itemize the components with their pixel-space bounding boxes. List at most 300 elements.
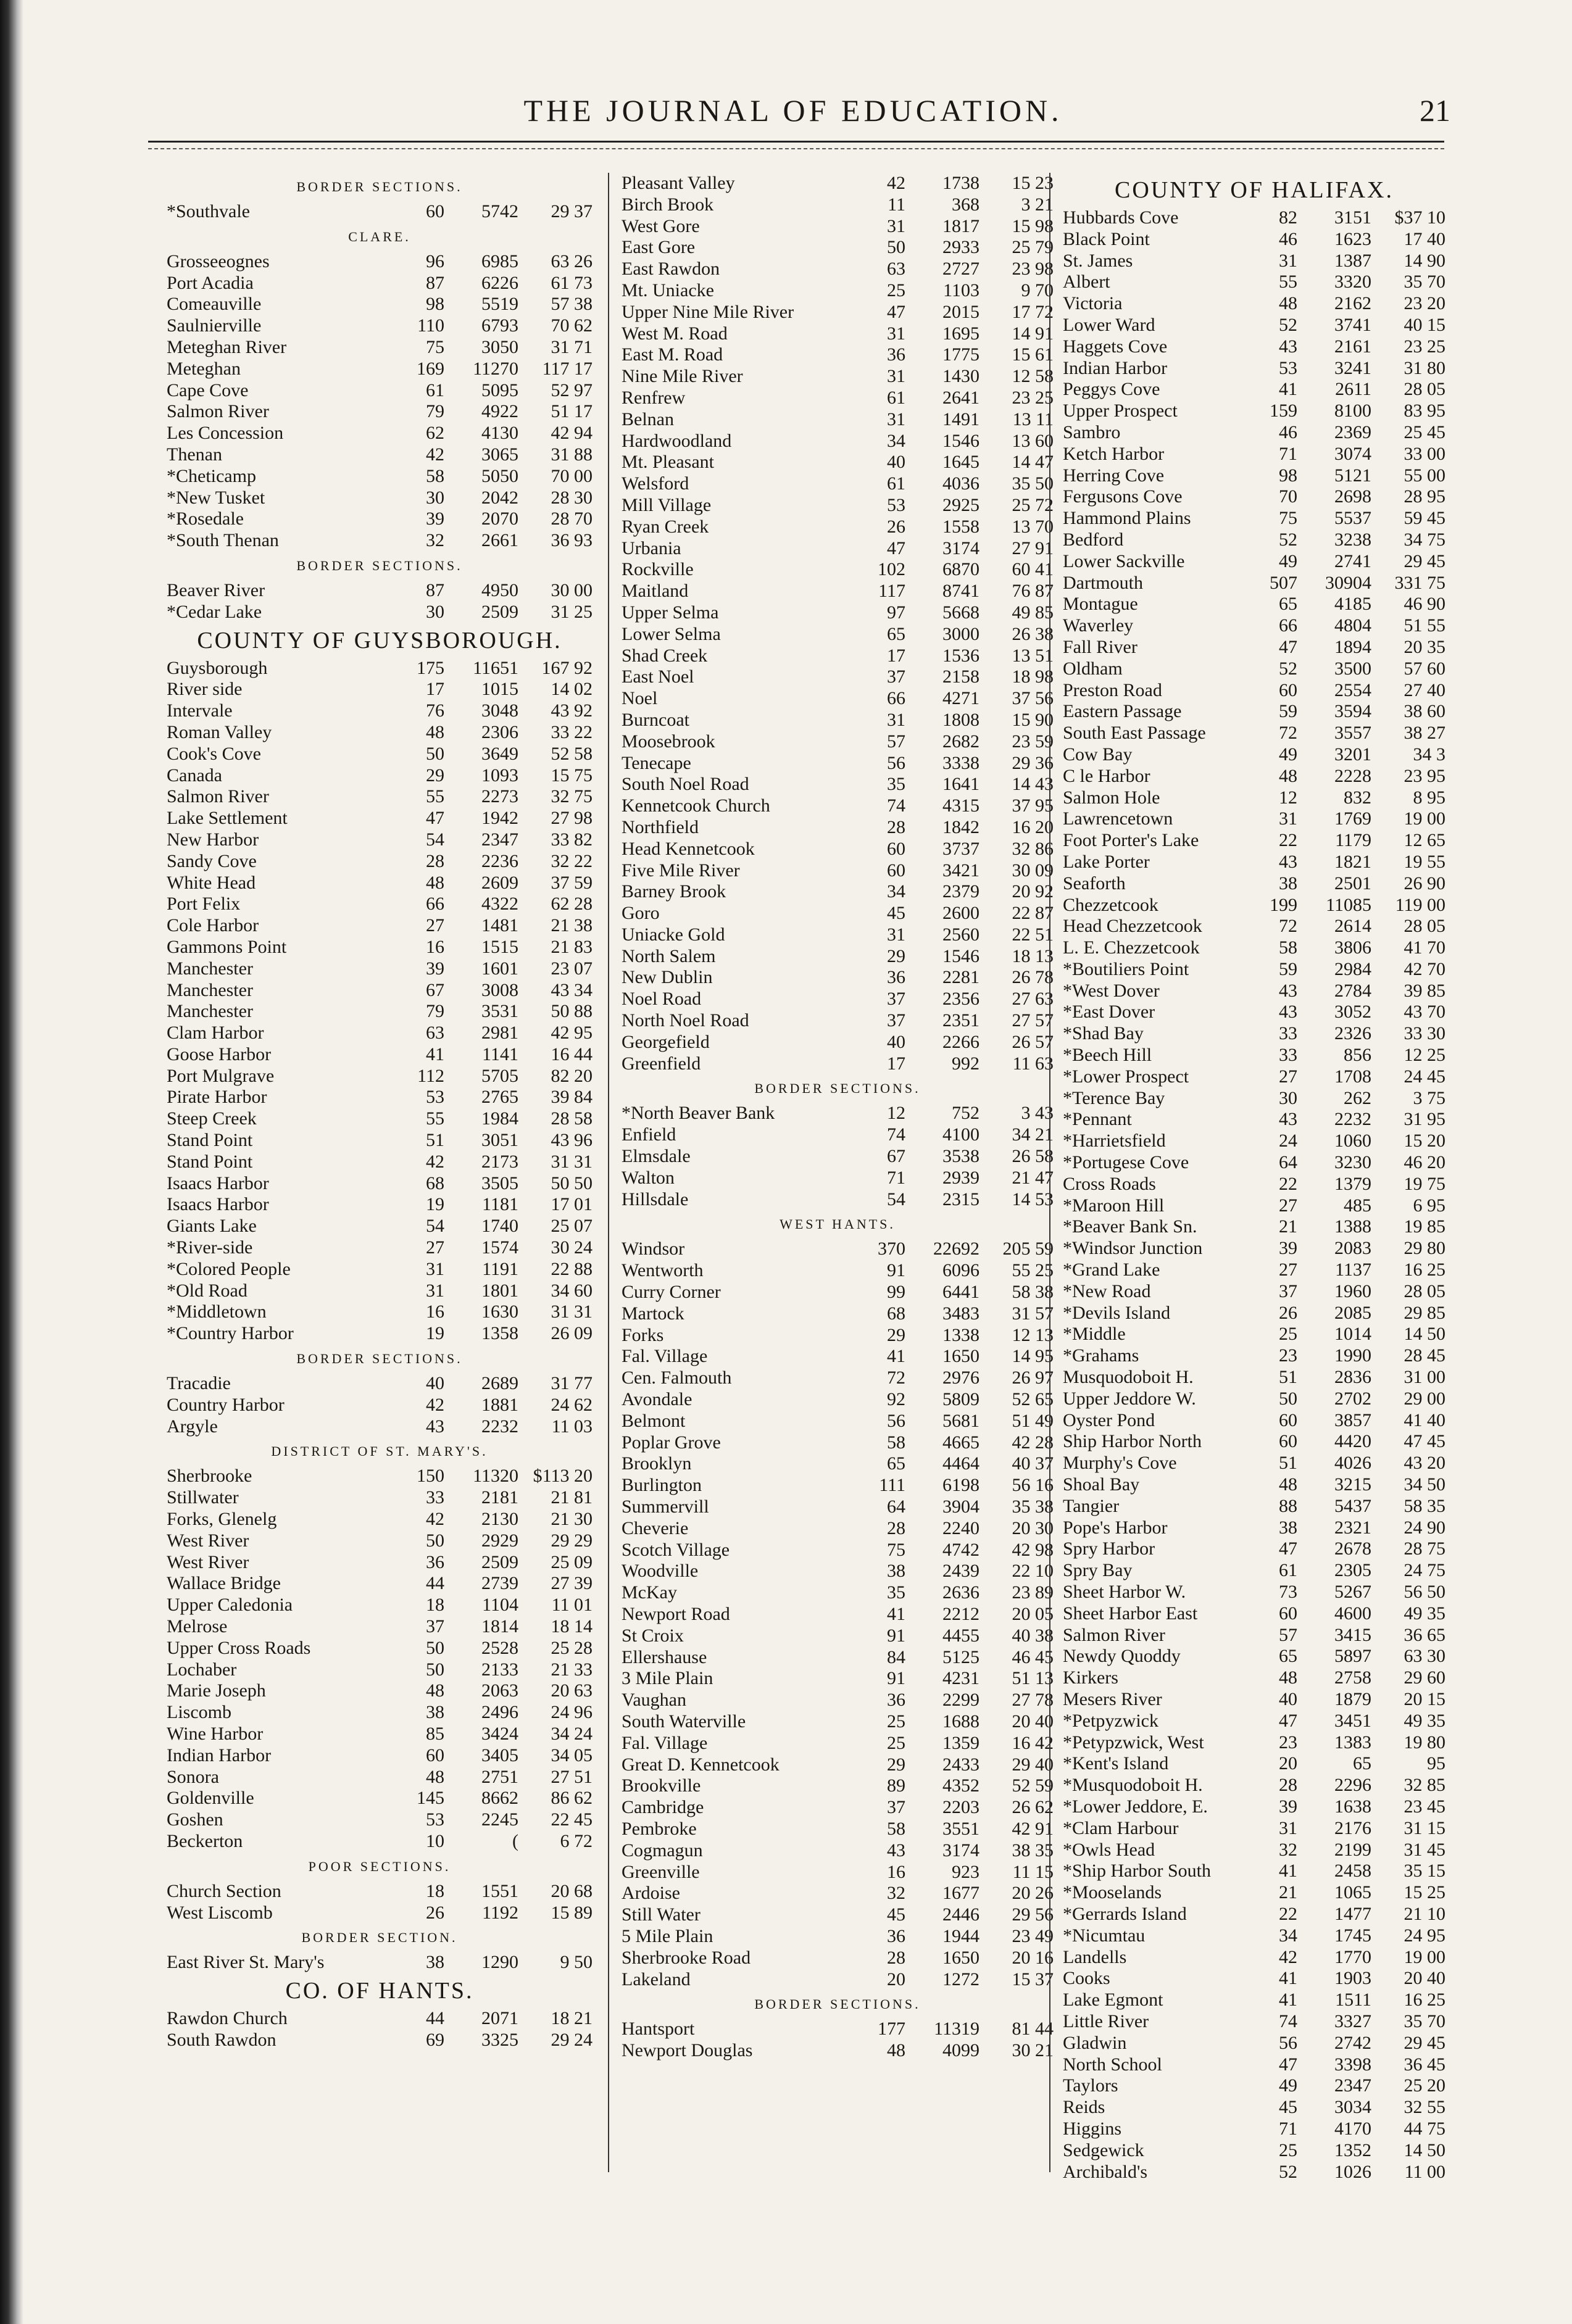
table-row bbox=[622, 881, 1054, 903]
value-b: 2203 bbox=[942, 1797, 979, 1818]
section-name: Sheet Harbor East bbox=[1063, 1603, 1198, 1624]
value-a: 19 bbox=[426, 1194, 444, 1215]
section-name: Five Mile River bbox=[622, 860, 740, 881]
value-b: 3151 bbox=[1334, 207, 1371, 228]
value-a: 31 bbox=[887, 323, 905, 344]
value-c: 29 60 bbox=[1404, 1667, 1445, 1688]
section-name: Uniacke Gold bbox=[622, 924, 725, 945]
table-row bbox=[1063, 1260, 1445, 1281]
value-c: 41 70 bbox=[1404, 937, 1445, 958]
table-row bbox=[167, 1573, 593, 1595]
value-a: 87 bbox=[426, 272, 444, 293]
value-a: 79 bbox=[426, 401, 444, 422]
value-b: 3421 bbox=[942, 860, 979, 881]
value-c: 29 80 bbox=[1404, 1238, 1445, 1259]
section-name: Brooklyn bbox=[622, 1453, 692, 1474]
value-b: 1104 bbox=[482, 1595, 518, 1616]
value-c: 19 55 bbox=[1404, 851, 1445, 872]
value-c: 30 21 bbox=[1012, 2040, 1054, 2061]
section-name: West Gore bbox=[622, 215, 700, 236]
value-b: 2765 bbox=[481, 1087, 518, 1108]
value-c: 23 49 bbox=[1012, 1925, 1054, 1946]
value-b: 2296 bbox=[1334, 1775, 1371, 1796]
value-c: 76 87 bbox=[1012, 581, 1054, 602]
value-a: 47 bbox=[1279, 636, 1297, 657]
value-b: 11651 bbox=[473, 657, 518, 678]
value-b: 3241 bbox=[1334, 357, 1371, 378]
section-name: Saulnierville bbox=[167, 315, 262, 336]
value-c: 26 38 bbox=[1012, 623, 1054, 644]
section-name: *Shad Bay bbox=[1063, 1023, 1144, 1044]
value-c: 24 75 bbox=[1404, 1560, 1445, 1581]
value-a: 24 bbox=[1279, 1131, 1297, 1152]
value-c: 21 38 bbox=[551, 915, 593, 936]
table-row bbox=[622, 1540, 1054, 1561]
value-b: 1065 bbox=[1334, 1882, 1371, 1903]
table-block bbox=[1063, 173, 1445, 2183]
value-c: 52 97 bbox=[551, 380, 593, 400]
value-b: 2976 bbox=[942, 1367, 979, 1388]
value-a: 54 bbox=[426, 1216, 444, 1237]
table-row bbox=[1063, 272, 1445, 293]
value-a: 49 bbox=[1279, 2075, 1297, 2096]
value-b: 2600 bbox=[942, 903, 979, 924]
section-name: Seaforth bbox=[1063, 873, 1126, 894]
section-name: East M. Road bbox=[622, 344, 723, 365]
value-c: 23 59 bbox=[1012, 731, 1054, 752]
section-name: South East Passage bbox=[1063, 723, 1206, 744]
value-b: 1352 bbox=[1334, 2139, 1371, 2160]
table-row bbox=[1063, 1753, 1445, 1775]
section-name: Lakeland bbox=[622, 1969, 691, 1990]
value-c: 18 98 bbox=[1012, 666, 1054, 687]
value-a: 47 bbox=[1279, 2054, 1297, 2075]
value-a: 89 bbox=[887, 1775, 905, 1796]
value-c: 19 00 bbox=[1404, 1946, 1445, 1967]
value-c: 30 09 bbox=[1012, 860, 1054, 881]
value-c: 70 00 bbox=[551, 465, 593, 486]
value-a: 48 bbox=[426, 721, 444, 742]
value-a: 65 bbox=[1279, 1646, 1297, 1667]
value-a: 75 bbox=[426, 336, 444, 357]
section-name: Hardwoodland bbox=[622, 430, 732, 451]
value-a: 43 bbox=[1279, 1109, 1297, 1130]
value-c: 31 15 bbox=[1404, 1817, 1445, 1838]
value-c: 21 33 bbox=[551, 1659, 593, 1680]
section-name: Church Section bbox=[167, 1880, 281, 1901]
table-block bbox=[167, 223, 593, 552]
value-a: 69 bbox=[426, 2029, 444, 2050]
section-name: Musquodoboit H. bbox=[1063, 1367, 1194, 1388]
table-row bbox=[622, 1904, 1054, 1926]
value-a: 43 bbox=[1279, 336, 1297, 357]
value-a: 71 bbox=[887, 1167, 905, 1188]
value-b: 1272 bbox=[942, 1969, 979, 1990]
table-row bbox=[167, 1809, 593, 1831]
value-a: 48 bbox=[426, 1766, 444, 1787]
value-b: 5809 bbox=[942, 1389, 979, 1410]
table-row bbox=[1063, 680, 1445, 702]
table-row bbox=[1063, 637, 1445, 658]
value-c: 11 01 bbox=[551, 1595, 593, 1616]
value-a: 42 bbox=[426, 1394, 444, 1415]
table-row bbox=[622, 860, 1054, 882]
section-name: Newport Road bbox=[622, 1604, 730, 1624]
value-a: 25 bbox=[1279, 1324, 1297, 1345]
table-row bbox=[622, 1189, 1054, 1211]
table-row bbox=[622, 1969, 1054, 1991]
value-c: 18 14 bbox=[551, 1616, 593, 1637]
value-c: 29 37 bbox=[551, 201, 593, 222]
value-a: 72 bbox=[1279, 916, 1297, 937]
table-row bbox=[622, 1260, 1054, 1282]
value-a: 50 bbox=[426, 1659, 444, 1680]
value-a: 28 bbox=[887, 816, 905, 837]
value-c: 41 40 bbox=[1404, 1409, 1445, 1430]
value-b: 4100 bbox=[942, 1124, 979, 1145]
value-b: 2071 bbox=[481, 2008, 518, 2029]
table-row bbox=[167, 1216, 593, 1237]
value-c: 31 57 bbox=[1012, 1303, 1054, 1324]
table-row bbox=[1063, 1904, 1445, 1925]
value-c: 11 00 bbox=[1404, 2161, 1445, 2182]
section-name: Manchester bbox=[167, 1001, 253, 1022]
table-row bbox=[167, 958, 593, 980]
value-a: 47 bbox=[1279, 1710, 1297, 1731]
value-a: 71 bbox=[1279, 443, 1297, 464]
section-name: Elmsdale bbox=[622, 1146, 691, 1167]
value-c: $37 10 bbox=[1394, 207, 1445, 228]
section-name: Beckerton bbox=[167, 1830, 243, 1851]
section-name: Summervill bbox=[622, 1496, 709, 1517]
value-a: 66 bbox=[1279, 615, 1297, 636]
value-b: 2458 bbox=[1334, 1861, 1371, 1882]
value-a: 71 bbox=[1279, 2118, 1297, 2139]
value-b: 2751 bbox=[481, 1766, 518, 1787]
table-row bbox=[622, 517, 1054, 538]
section-name: *Beaver Bank Sn. bbox=[1063, 1216, 1197, 1237]
value-a: 29 bbox=[887, 1324, 905, 1345]
value-a: 60 bbox=[887, 860, 905, 881]
value-b: 1960 bbox=[1334, 1280, 1371, 1301]
value-a: 64 bbox=[1279, 1152, 1297, 1173]
value-c: 24 96 bbox=[551, 1702, 593, 1723]
value-a: 22 bbox=[1279, 1903, 1297, 1924]
value-a: 52 bbox=[1279, 658, 1297, 679]
table-row bbox=[167, 580, 593, 602]
section-name: Still Water bbox=[622, 1904, 701, 1925]
value-c: 37 56 bbox=[1012, 688, 1054, 709]
county-heading: CO. OF HANTS. bbox=[285, 1978, 474, 2004]
value-b: 2739 bbox=[481, 1573, 518, 1594]
value-a: 72 bbox=[1279, 723, 1297, 744]
page-header bbox=[136, 86, 1450, 142]
value-b: 2228 bbox=[1334, 765, 1371, 786]
value-a: 66 bbox=[887, 688, 905, 709]
section-name: Foot Porter's Lake bbox=[1063, 830, 1199, 851]
value-b: 1814 bbox=[481, 1616, 518, 1637]
value-b: 1379 bbox=[1334, 1173, 1371, 1194]
value-a: 50 bbox=[426, 1637, 444, 1658]
section-name: Greenville bbox=[622, 1861, 700, 1882]
value-c: 34 60 bbox=[551, 1280, 593, 1301]
value-c: 43 70 bbox=[1404, 1002, 1445, 1023]
value-a: 48 bbox=[426, 1680, 444, 1701]
table-row bbox=[167, 765, 593, 787]
value-c: 29 45 bbox=[1404, 2032, 1445, 2053]
section-name: Pleasant Valley bbox=[622, 173, 735, 193]
value-a: 41 bbox=[1279, 1968, 1297, 1989]
value-a: 50 bbox=[1279, 1388, 1297, 1409]
section-name: Oyster Pond bbox=[1063, 1409, 1155, 1430]
value-c: 21 81 bbox=[551, 1487, 593, 1508]
section-name: *New Road bbox=[1063, 1280, 1151, 1301]
table-row bbox=[622, 1561, 1054, 1582]
value-c: 15 89 bbox=[551, 1902, 593, 1923]
table-row bbox=[622, 1840, 1054, 1862]
table-block bbox=[622, 1074, 1054, 1210]
table-row bbox=[1063, 787, 1445, 809]
value-c: 27 51 bbox=[551, 1766, 593, 1787]
value-a: 25 bbox=[887, 1711, 905, 1732]
value-c: 86 62 bbox=[551, 1788, 593, 1809]
value-c: 20 35 bbox=[1404, 636, 1445, 657]
section-name: Head Kennetcook bbox=[622, 838, 755, 859]
section-name: Little River bbox=[1063, 2011, 1149, 2031]
value-b: 4185 bbox=[1334, 594, 1371, 615]
value-b: 2266 bbox=[942, 1031, 979, 1052]
section-name: Moosebrook bbox=[622, 731, 715, 752]
value-a: 38 bbox=[426, 1952, 444, 1973]
section-name: Eastern Passage bbox=[1063, 701, 1182, 722]
value-c: 21 30 bbox=[551, 1509, 593, 1530]
section-name: Noel bbox=[622, 688, 658, 709]
value-b: 2636 bbox=[942, 1582, 979, 1603]
value-b: 2133 bbox=[481, 1659, 518, 1680]
table-row bbox=[167, 423, 593, 444]
table-row bbox=[167, 1638, 593, 1659]
value-c: 11 63 bbox=[1012, 1053, 1054, 1074]
value-b: 2741 bbox=[1334, 550, 1371, 571]
value-a: 37 bbox=[887, 989, 905, 1010]
section-name: L. E. Chezzetcook bbox=[1063, 937, 1200, 958]
value-c: 16 25 bbox=[1404, 1260, 1445, 1280]
value-c: 20 16 bbox=[1012, 1947, 1054, 1968]
value-b: 3415 bbox=[1334, 1624, 1371, 1645]
value-b: 6441 bbox=[942, 1282, 979, 1303]
value-a: 40 bbox=[887, 452, 905, 473]
value-b: 3050 bbox=[481, 336, 518, 357]
table-row bbox=[622, 344, 1054, 366]
value-a: 99 bbox=[887, 1282, 905, 1303]
value-a: 48 bbox=[1279, 1667, 1297, 1688]
value-c: 119 00 bbox=[1395, 894, 1445, 915]
section-name: *West Dover bbox=[1063, 980, 1160, 1001]
value-b: 3398 bbox=[1334, 2054, 1371, 2075]
value-b: 3074 bbox=[1334, 443, 1371, 464]
value-a: 31 bbox=[1279, 1817, 1297, 1838]
value-c: 31 31 bbox=[551, 1301, 593, 1322]
value-c: 26 90 bbox=[1404, 873, 1445, 894]
table-row bbox=[1063, 1667, 1445, 1689]
section-name: Country Harbor bbox=[167, 1394, 285, 1415]
value-c: 35 70 bbox=[1404, 272, 1445, 293]
value-a: 51 bbox=[1279, 1367, 1297, 1388]
value-a: 65 bbox=[887, 623, 905, 644]
header-rule-dashed bbox=[148, 148, 1444, 149]
table-row bbox=[622, 1010, 1054, 1032]
section-name: Ketch Harbor bbox=[1063, 443, 1165, 464]
table-row bbox=[167, 380, 593, 402]
value-c: 14 43 bbox=[1012, 774, 1054, 795]
table-row bbox=[622, 1032, 1054, 1053]
table-row bbox=[1063, 1345, 1445, 1367]
column-3 bbox=[1049, 173, 1445, 2182]
value-c: 49 35 bbox=[1404, 1710, 1445, 1731]
page-number: 21 bbox=[1420, 93, 1450, 128]
value-c: 27 98 bbox=[551, 808, 593, 829]
table-row bbox=[167, 2008, 593, 2030]
section-name: White Head bbox=[167, 872, 256, 893]
value-b: 2682 bbox=[942, 731, 979, 752]
value-b: 5121 bbox=[1334, 465, 1371, 486]
value-c: 24 95 bbox=[1404, 1925, 1445, 1946]
value-b: 3327 bbox=[1334, 2011, 1371, 2031]
table-row bbox=[167, 1530, 593, 1552]
table-row bbox=[622, 1346, 1054, 1367]
value-c: 34 05 bbox=[551, 1745, 593, 1766]
value-c: 11 03 bbox=[551, 1416, 593, 1437]
value-c: 15 23 bbox=[1012, 173, 1054, 193]
table-row bbox=[1063, 379, 1445, 400]
value-c: 16 25 bbox=[1404, 1990, 1445, 2011]
table-row bbox=[1063, 1625, 1445, 1646]
value-c: 14 47 bbox=[1012, 452, 1054, 473]
value-b: 2240 bbox=[942, 1517, 979, 1538]
section-name: Upper Prospect bbox=[1063, 400, 1178, 421]
section-name: Cow Bay bbox=[1063, 744, 1133, 765]
value-b: 6870 bbox=[942, 559, 979, 580]
section-name: *South Thenan bbox=[167, 530, 279, 551]
value-c: 22 87 bbox=[1012, 903, 1054, 924]
value-a: 55 bbox=[426, 1108, 444, 1129]
section-name: Victoria bbox=[1063, 293, 1123, 314]
value-b: 11270 bbox=[473, 358, 518, 379]
section-name: *Country Harbor bbox=[167, 1323, 294, 1344]
value-b: 2321 bbox=[1334, 1517, 1371, 1538]
table-row bbox=[1063, 400, 1445, 422]
value-b: 5095 bbox=[481, 380, 518, 400]
value-b: 1536 bbox=[942, 645, 979, 666]
section-name: Avondale bbox=[622, 1389, 692, 1410]
value-c: 35 15 bbox=[1404, 1861, 1445, 1882]
value-c: 16 42 bbox=[1012, 1732, 1054, 1753]
table-row bbox=[1063, 336, 1445, 358]
value-b: 1942 bbox=[481, 808, 518, 829]
table-row bbox=[1063, 1947, 1445, 1969]
table-row bbox=[1063, 830, 1445, 852]
value-a: 25 bbox=[887, 1732, 905, 1753]
section-name: Tangier bbox=[1063, 1495, 1120, 1516]
section-name: *Middletown bbox=[167, 1301, 267, 1322]
value-c: 27 78 bbox=[1012, 1690, 1054, 1711]
section-name: Cooks bbox=[1063, 1968, 1110, 1989]
value-b: 2933 bbox=[942, 237, 979, 258]
section-name: Newdy Quoddy bbox=[1063, 1646, 1181, 1667]
value-a: 50 bbox=[426, 1530, 444, 1551]
value-b: 2742 bbox=[1334, 2032, 1371, 2053]
value-c: 27 63 bbox=[1012, 989, 1054, 1010]
value-b: 2727 bbox=[942, 259, 979, 280]
table-row bbox=[622, 216, 1054, 238]
value-c: 46 45 bbox=[1012, 1646, 1054, 1667]
value-c: 33 30 bbox=[1404, 1023, 1445, 1044]
section-name: Scotch Village bbox=[622, 1539, 730, 1560]
value-c: 22 45 bbox=[551, 1809, 593, 1830]
value-a: 75 bbox=[1279, 508, 1297, 529]
value-c: 28 95 bbox=[1404, 486, 1445, 507]
value-a: 82 bbox=[1279, 207, 1297, 228]
value-c: 26 58 bbox=[1012, 1146, 1054, 1167]
section-name: Canada bbox=[167, 765, 222, 786]
table-row bbox=[1063, 2011, 1445, 2033]
value-b: 1060 bbox=[1334, 1131, 1371, 1152]
section-name: *Maroon Hill bbox=[1063, 1195, 1165, 1216]
section-name: Lower Sackville bbox=[1063, 550, 1185, 571]
section-name: Walton bbox=[622, 1167, 675, 1188]
section-name: Haggets Cove bbox=[1063, 336, 1168, 357]
value-b: 3065 bbox=[481, 444, 518, 465]
value-a: 56 bbox=[887, 1410, 905, 1431]
value-c: 34 21 bbox=[1012, 1124, 1054, 1145]
table-row bbox=[1063, 1195, 1445, 1217]
value-c: 23 07 bbox=[551, 958, 593, 979]
value-b: 1481 bbox=[481, 915, 518, 936]
section-name: Nine Mile River bbox=[622, 366, 743, 387]
value-b: 2614 bbox=[1334, 916, 1371, 937]
value-b: 3551 bbox=[942, 1818, 979, 1839]
value-b: ( bbox=[512, 1830, 518, 1851]
value-b: 8100 bbox=[1334, 400, 1371, 421]
table-row bbox=[167, 401, 593, 423]
value-c: 47 45 bbox=[1404, 1431, 1445, 1452]
table-row bbox=[622, 1862, 1054, 1883]
table-row bbox=[167, 201, 593, 223]
value-c: 23 20 bbox=[1404, 293, 1445, 314]
table-row bbox=[622, 1389, 1054, 1411]
value-c: 42 94 bbox=[551, 423, 593, 444]
value-c: 29 00 bbox=[1404, 1388, 1445, 1409]
value-b: 2641 bbox=[942, 387, 979, 408]
value-c: 25 09 bbox=[551, 1551, 593, 1572]
value-b: 3051 bbox=[481, 1130, 518, 1151]
value-a: 61 bbox=[887, 387, 905, 408]
value-b: 3201 bbox=[1334, 744, 1371, 765]
table-row bbox=[1063, 1560, 1445, 1582]
value-c: 55 25 bbox=[1012, 1260, 1054, 1281]
section-name: Sonora bbox=[167, 1766, 219, 1787]
value-b: 3000 bbox=[942, 623, 979, 644]
value-b: 1546 bbox=[942, 945, 979, 966]
value-a: 92 bbox=[887, 1389, 905, 1410]
section-heading: BORDER SECTIONS. bbox=[296, 557, 463, 573]
table-row bbox=[1063, 895, 1445, 916]
value-a: 21 bbox=[1279, 1882, 1297, 1903]
table-row bbox=[167, 508, 593, 530]
section-name: Upper Nine Mile River bbox=[622, 301, 794, 322]
value-a: 31 bbox=[426, 1258, 444, 1279]
table-row bbox=[622, 431, 1054, 452]
